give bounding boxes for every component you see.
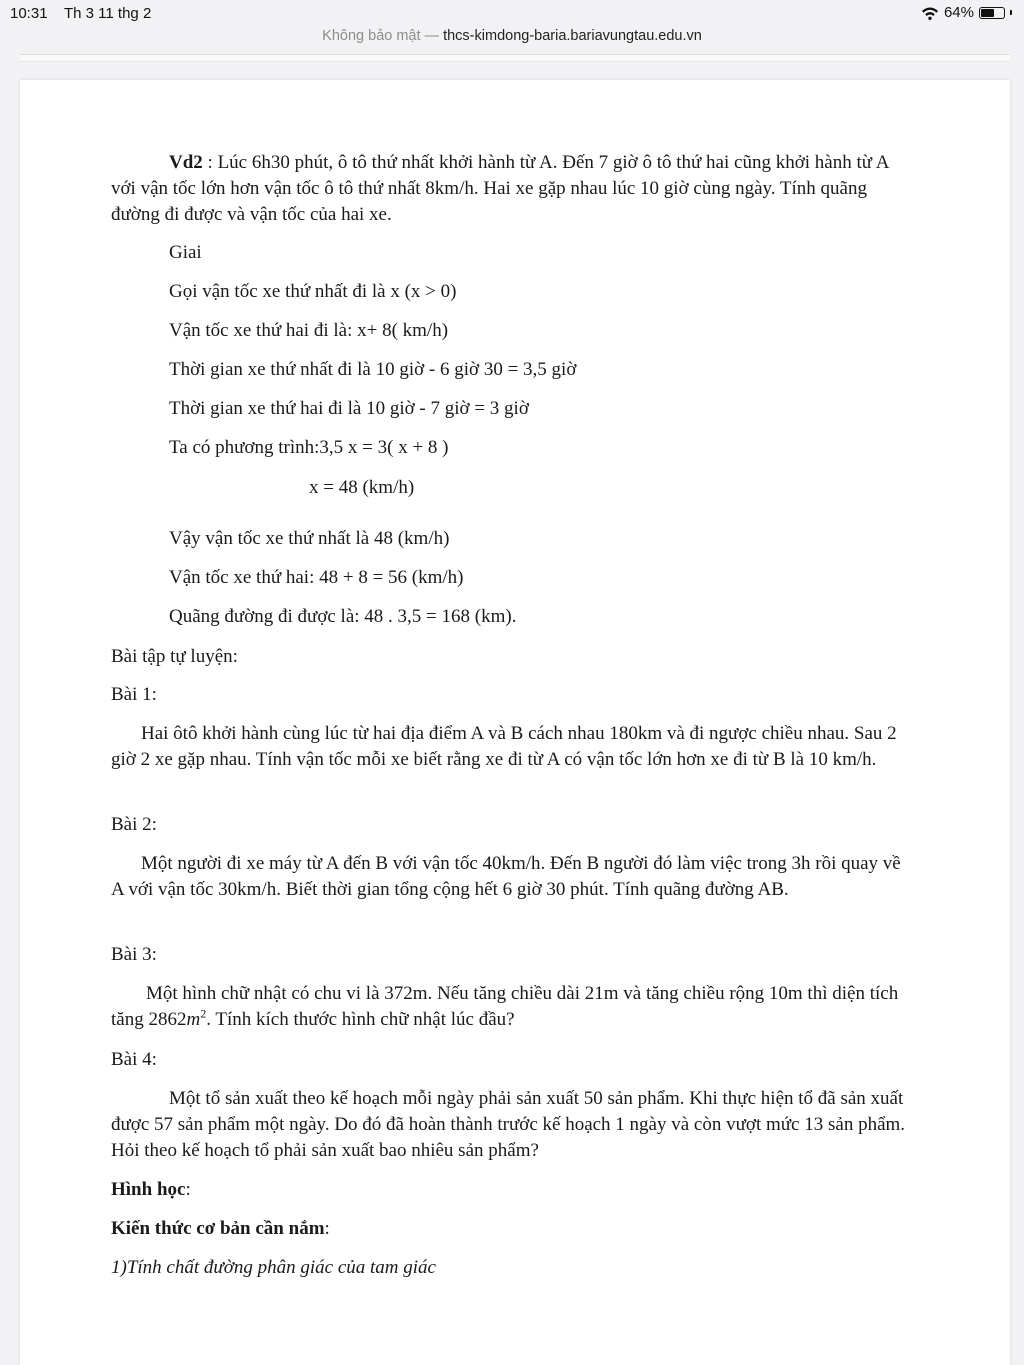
solution-line: x = 48 (km/h) <box>309 477 415 498</box>
solution-line: Quãng đường đi được là: 48 . 3,5 = 168 (km). <box>169 606 517 627</box>
solution-line: Vận tốc xe thứ hai: 48 + 8 = 56 (km/h) <box>169 567 464 588</box>
basics-colon: : <box>324 1218 330 1239</box>
exercise-4-label: Bài 4: <box>111 1049 157 1070</box>
battery-icon <box>979 7 1005 19</box>
exercise-1-label: Bài 1: <box>111 684 157 705</box>
geometry-heading <box>111 1177 191 1203</box>
solution-line: Gọi vận tốc xe thứ nhất đi là x (x > 0) <box>169 281 457 302</box>
basics-label: Kiến thức cơ bản cần nắm <box>111 1218 325 1239</box>
exercise-2-text: Một người đi xe máy từ A đến B với vận tốc 40km/h. Đến B người đó làm việc trong 3h rồi quay về A với vận tốc 30km/h. Biết thời gian tổng cộng hết 6 giờ 30 phút. Tính quãng đường AB. <box>111 853 901 900</box>
exercise-3-text <box>111 981 911 1033</box>
exercise-3-text-a: Một hình chữ nhật có chu vi là 372m. Nếu tăng chiều dài 21m và tăng chiều rộng 10m thì diện tích tăng 2862 <box>111 983 899 1030</box>
url-host: thcs-kimdong-baria.bariavungtau.edu.vn <box>443 28 702 44</box>
topic-1 <box>111 1255 436 1281</box>
document-page <box>20 80 1010 1365</box>
url-separator: — <box>420 28 444 44</box>
exercise-3-label: Bài 3: <box>111 944 157 965</box>
wifi-icon <box>921 6 939 20</box>
solution-line: Ta có phương trình:3,5 x = 3( x + 8 ) <box>169 437 449 458</box>
exercise-3-text-b: . Tính kích thước hình chữ nhật lúc đầu? <box>206 1009 515 1030</box>
area-exponent: 2 <box>200 1006 207 1021</box>
exercise-2-label: Bài 2: <box>111 814 157 835</box>
battery-level <box>981 9 994 17</box>
practice-heading: Bài tập tự luyện: <box>111 646 238 667</box>
page-top-edge <box>20 54 1010 62</box>
address-bar[interactable] <box>0 26 1024 50</box>
status-time: 10:31 <box>10 5 48 22</box>
geometry-label: Hình học <box>111 1179 186 1200</box>
status-date: Th 3 11 thg 2 <box>64 5 152 22</box>
solution-line: Giai <box>169 242 202 263</box>
vd2-text: : Lúc 6h30 phút, ô tô thứ nhất khởi hành từ A. Đến 7 giờ ô tô thứ hai cũng khởi hành từ A với vận tốc lớn hơn vận tốc ô tô thứ nhất 8km/h. Hai xe gặp nhau lúc 10 giờ cùng ngày. Tính quãng đường đi được và vận tốc của hai xe. <box>111 152 889 225</box>
solution-line: Vậy vận tốc xe thứ nhất là 48 (km/h) <box>169 528 450 549</box>
battery-percent: 64% <box>943 4 974 21</box>
geometry-colon: : <box>185 1179 191 1200</box>
exercise-4-text: Một tổ sản xuất theo kế hoạch mỗi ngày phải sản xuất 50 sản phẩm. Khi thực hiện tổ đã sản xuất được 57 sản phẩm một ngày. Do đó đã hoàn thành trước kế hoạch 1 ngày và còn vượt mức 13 sản phẩm. Hỏi theo kế hoạch tổ phải sản xuất bao nhiêu sản phẩm? <box>111 1088 906 1161</box>
battery-cap <box>1010 10 1012 15</box>
solution-line: Thời gian xe thứ hai đi là 10 giờ - 7 giờ = 3 giờ <box>169 398 529 419</box>
solution-line: Thời gian xe thứ nhất đi là 10 giờ - 6 giờ 30 = 3,5 giờ <box>169 359 577 380</box>
vd2-label: Vd2 <box>169 152 203 173</box>
exercise-1-text: Hai ôtô khởi hành cùng lúc từ hai địa điểm A và B cách nhau 180km và đi ngược chiều nhau. Sau 2 giờ 2 xe gặp nhau. Tính vận tốc mỗi xe biết rằng xe đi từ A có vận tốc lớn hơn xe đi từ B là 10 km/h. <box>111 723 897 770</box>
solution-line: Vận tốc xe thứ hai đi là: x+ 8( km/h) <box>169 320 449 341</box>
example-vd2 <box>111 150 911 228</box>
status-right <box>921 4 1012 21</box>
topic-1-text: 1)Tính chất đường phân giác của tam giác <box>111 1257 436 1278</box>
insecure-label: Không bảo mật <box>322 28 421 44</box>
basics-heading <box>111 1216 330 1242</box>
status-bar <box>0 0 1024 26</box>
area-unit: m <box>186 1009 201 1030</box>
